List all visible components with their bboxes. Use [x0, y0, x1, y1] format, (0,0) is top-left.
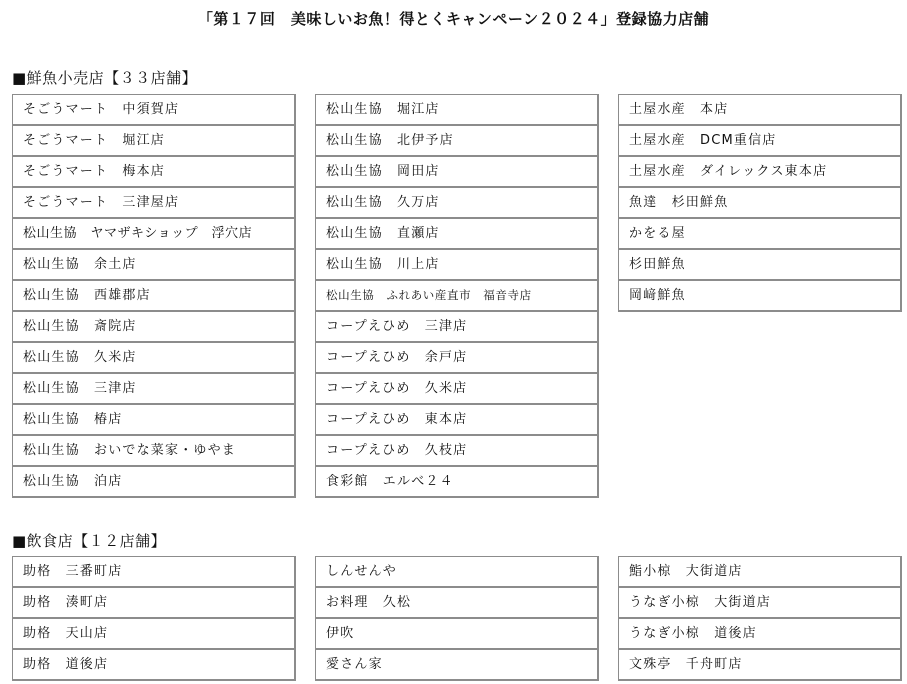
store-cell: コープえひめ 久米店 — [316, 374, 599, 405]
fresh-fish-column-1 — [12, 94, 296, 498]
store-cell: 助格 道後店 — [13, 650, 296, 681]
store-cell: そごうマート 中須賀店 — [13, 95, 296, 126]
store-cell: そごうマート 三津屋店 — [13, 188, 296, 219]
store-cell: 松山生協 直瀬店 — [316, 219, 599, 250]
section-heading-restaurants: ■飲食店【１２店舗】 — [12, 532, 167, 550]
store-cell: 松山生協 西雄郡店 — [13, 281, 296, 312]
store-cell: コープえひめ 久枝店 — [316, 436, 599, 467]
store-cell: 鮨小椋 大街道店 — [619, 557, 902, 588]
store-cell: 土屋水産 ダイレックス東本店 — [619, 157, 902, 188]
store-cell: コープえひめ 三津店 — [316, 312, 599, 343]
fresh-fish-column-3 — [618, 94, 902, 312]
store-cell: コープえひめ 東本店 — [316, 405, 599, 436]
store-cell: 助格 天山店 — [13, 619, 296, 650]
store-cell: 松山生協 ふれあい産直市 福音寺店 — [316, 281, 599, 312]
store-cell: かをる屋 — [619, 219, 902, 250]
store-cell: 松山生協 余土店 — [13, 250, 296, 281]
store-cell: 松山生協 川上店 — [316, 250, 599, 281]
page-title: 「第１７回 美味しいお魚！得とくキャンペーン２０２４」登録協力店舗 — [197, 10, 710, 28]
section-heading-fresh-fish: ■鮮魚小売店【３３店舗】 — [12, 69, 198, 87]
store-cell: 松山生協 泊店 — [13, 467, 296, 498]
store-cell: 愛さん家 — [316, 650, 599, 681]
store-cell: 文殊亭 千舟町店 — [619, 650, 902, 681]
store-cell: 松山生協 北伊予店 — [316, 126, 599, 157]
store-cell: しんせんや — [316, 557, 599, 588]
store-cell: 土屋水産 本店 — [619, 95, 902, 126]
store-cell: 土屋水産 DCM重信店 — [619, 126, 902, 157]
store-cell: 松山生協 久万店 — [316, 188, 599, 219]
store-cell: 岡﨑鮮魚 — [619, 281, 902, 312]
store-cell: うなぎ小椋 道後店 — [619, 619, 902, 650]
store-cell: 松山生協 椿店 — [13, 405, 296, 436]
store-cell: そごうマート 梅本店 — [13, 157, 296, 188]
restaurants-column-1 — [12, 556, 296, 681]
store-cell: 松山生協 岡田店 — [316, 157, 599, 188]
restaurants-column-2 — [315, 556, 599, 681]
store-cell: 杉田鮮魚 — [619, 250, 902, 281]
store-cell: お料理 久松 — [316, 588, 599, 619]
store-cell: 助格 三番町店 — [13, 557, 296, 588]
store-cell: 魚達 杉田鮮魚 — [619, 188, 902, 219]
store-cell: そごうマート 堀江店 — [13, 126, 296, 157]
store-cell: うなぎ小椋 大街道店 — [619, 588, 902, 619]
store-cell: 松山生協 おいでな菜家・ゆやま — [13, 436, 296, 467]
store-cell: 松山生協 斎院店 — [13, 312, 296, 343]
store-cell: 伊吹 — [316, 619, 599, 650]
fresh-fish-column-2 — [315, 94, 599, 498]
store-cell: 松山生協 三津店 — [13, 374, 296, 405]
store-cell: 松山生協 ヤマザキショップ 浮穴店 — [13, 219, 296, 250]
store-cell: 松山生協 堀江店 — [316, 95, 599, 126]
store-cell: 松山生協 久米店 — [13, 343, 296, 374]
store-cell: コープえひめ 余戸店 — [316, 343, 599, 374]
store-cell: 食彩館 エルべ２４ — [316, 467, 599, 498]
restaurants-column-3 — [618, 556, 902, 681]
store-cell: 助格 湊町店 — [13, 588, 296, 619]
